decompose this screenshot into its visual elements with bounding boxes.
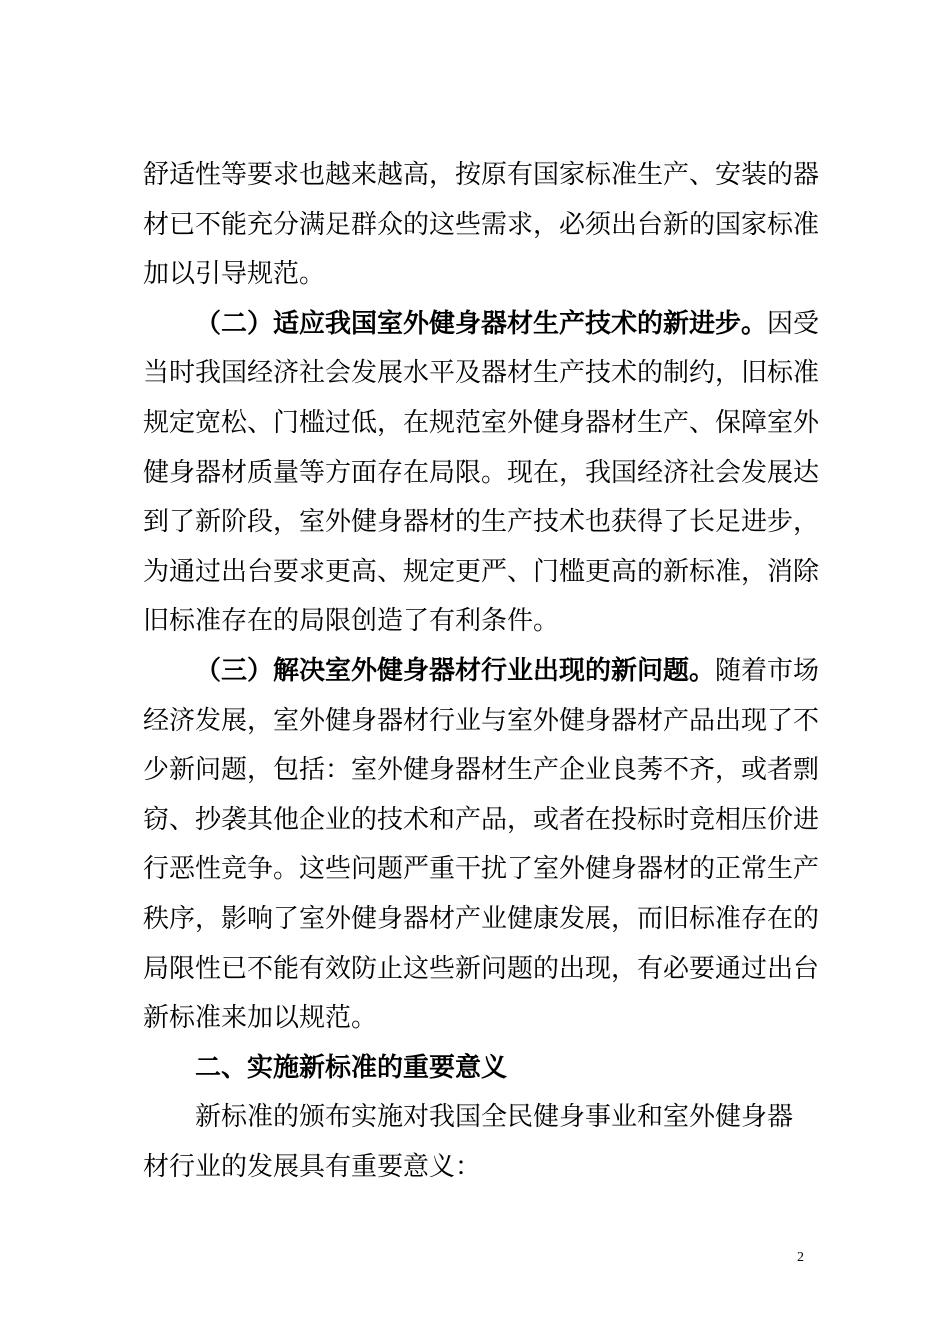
text-line: 局限性已不能有效防止这些新问题的出现，有必要通过出台 [143, 953, 820, 984]
text-line: 行恶性竞争。这些问题严重干扰了室外健身器材的正常生产 [143, 854, 820, 885]
text-line: 规定宽松、门槛过低，在规范室外健身器材生产、保障室外 [143, 407, 820, 438]
text-line: 经济发展，室外健身器材行业与室外健身器材产品出现了不 [143, 705, 820, 736]
subheading-two: （二）适应我国室外健身器材生产技术的新进步。 [195, 308, 768, 339]
subheading-line [143, 300, 820, 350]
text-line: 秩序，影响了室外健身器材产业健康发展，而旧标准存在的 [143, 903, 820, 934]
text-line: 到了新阶段，室外健身器材的生产技术也获得了长足进步， [143, 507, 820, 538]
text-line: 加以引导规范。 [143, 259, 326, 290]
section-heading: 二、实施新标准的重要意义 [195, 1052, 508, 1083]
subheading-line [143, 647, 820, 697]
text-line: 少新问题，包括：室外健身器材生产企业良莠不齐，或者剽 [143, 755, 820, 786]
text-span: 随着市场 [715, 655, 820, 686]
document-body [143, 151, 820, 1192]
text-line: 材行业的发展具有重要意义： [143, 1151, 482, 1182]
section-heading-line [143, 1044, 813, 1094]
text-line: 新标准的颁布实施对我国全民健身事业和室外健身器 [195, 1102, 794, 1133]
text-line: 为通过出台要求更高、规定更严、门槛更高的新标准，消除 [143, 556, 820, 587]
text-line: 旧标准存在的局限创造了有利条件。 [143, 606, 560, 637]
subheading-three: （三）解决室外健身器材行业出现的新问题。 [195, 655, 716, 686]
text-line: 材已不能充分满足群众的这些需求，必须出台新的国家标准 [143, 209, 820, 240]
text-line: 健身器材质量等方面存在局限。现在，我国经济社会发展达 [143, 457, 820, 488]
text-span: 因受 [767, 308, 820, 339]
text-line: 新标准来加以规范。 [143, 1003, 378, 1034]
page-number: 2 [797, 1250, 804, 1265]
text-line: 窃、抄袭其他企业的技术和产品，或者在投标时竞相压价进 [143, 804, 820, 835]
text-line: 当时我国经济社会发展水平及器材生产技术的制约，旧标准 [143, 358, 820, 389]
text-line: 舒适性等要求也越来越高，按原有国家标准生产、安装的器 [143, 160, 820, 190]
